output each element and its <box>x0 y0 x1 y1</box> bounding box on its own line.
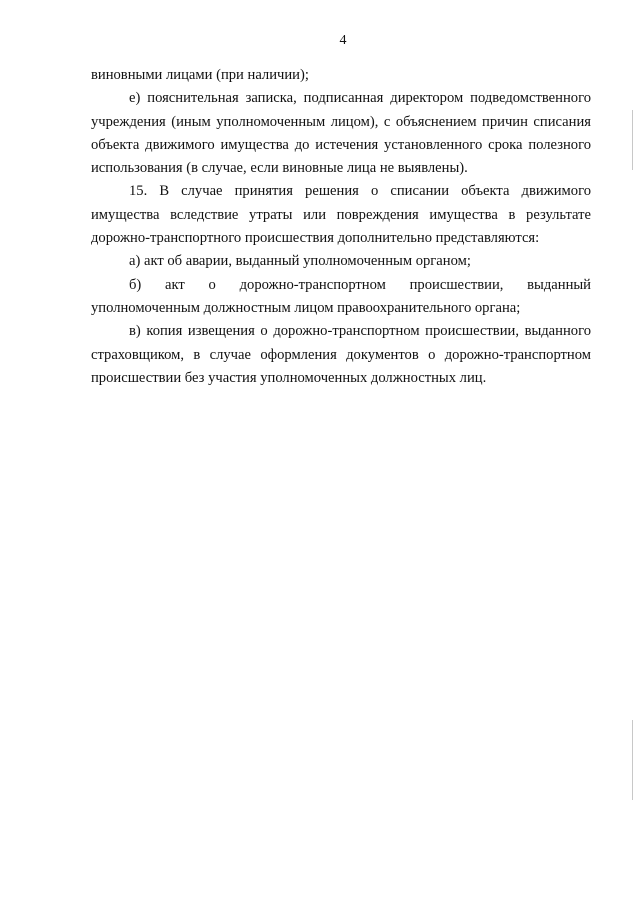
scan-edge-mark <box>632 110 633 170</box>
paragraph-continuation: виновными лицами (при наличии); <box>91 67 309 83</box>
paragraph-item-v: в) копия извещения о дорожно-транспортном происшествии, выданного страховщиком, в случае оформления документов о дорожно-транспортном происшествии без участия уполномоченных должностных лиц. <box>91 323 591 386</box>
paragraph-item-e: е) пояснительная записка, подписанная директором подведомственного учреждения (иным уполномоченным лицом), с объяснением причин списания объекта движимого имущества до истечения установленного срока полезного использования (в случае, если виновные лица не выявлены). <box>91 90 591 177</box>
paragraph-clause-15: 15. В случае принятия решения о списании объекта движимого имущества вследствие утраты или повреждения имущества в результате дорожно-транспортного происшествия дополнительно представляются: <box>91 183 591 247</box>
paragraph-item-a: а) акт об аварии, выданный уполномоченным органом; <box>129 253 471 270</box>
scan-edge-mark <box>632 720 633 800</box>
paragraph-item-b: б) акт о дорожно-транспортном происшествии, выданный уполномоченным должностным лицом правоохранительного органа; <box>91 276 591 316</box>
document-body <box>91 64 591 390</box>
page-number: 4 <box>339 33 347 48</box>
